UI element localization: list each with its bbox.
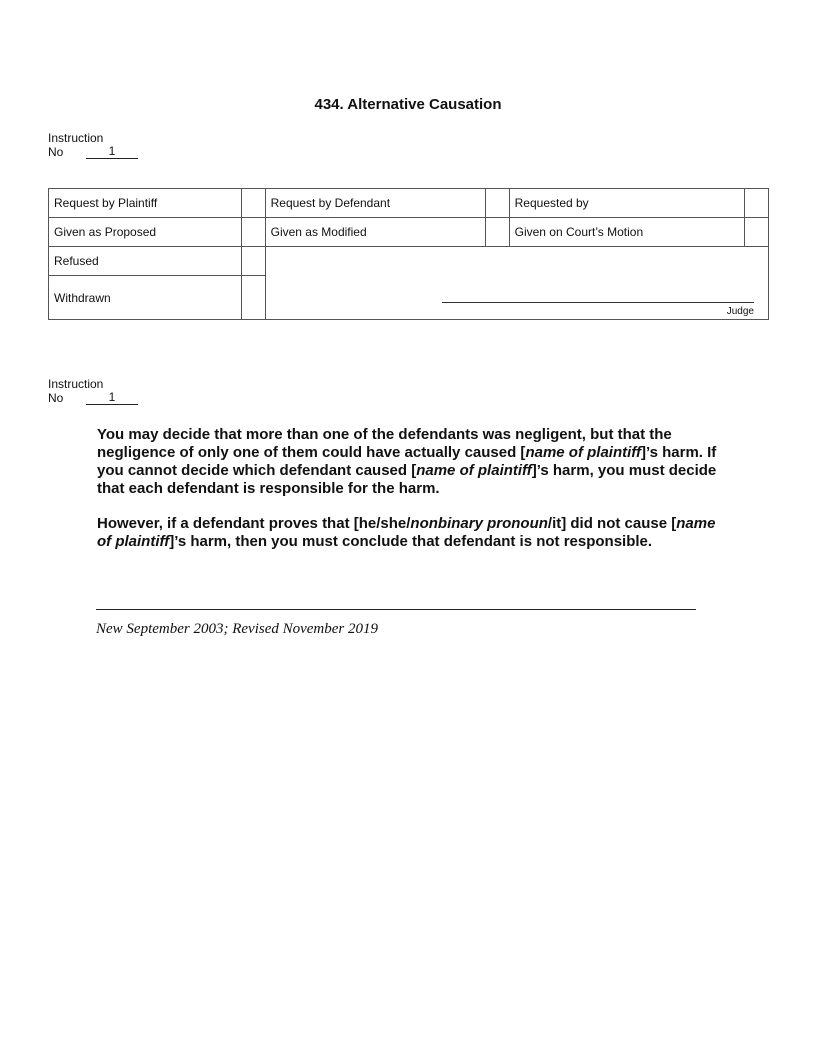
paragraph-1 [97, 426, 722, 498]
no-label: No [48, 391, 64, 405]
instruction-title: 434. Alternative Causation [314, 96, 502, 113]
text-segment: ]’s harm, then you must conclude that defendant is not responsible. [169, 533, 653, 550]
request-status-table [48, 188, 769, 320]
requested-by-label: Requested by [509, 189, 744, 218]
instruction-label: Instruction [48, 131, 104, 145]
placeholder-text: nonbinary pronoun [410, 515, 548, 532]
given-as-modified-checkbox[interactable] [485, 218, 509, 247]
withdrawn-label: Withdrawn [49, 276, 242, 320]
instruction-number-block-top [48, 131, 138, 159]
instruction-label: Instruction [48, 377, 104, 391]
request-by-plaintiff-checkbox[interactable] [241, 189, 265, 218]
refused-checkbox[interactable] [241, 247, 265, 276]
withdrawn-checkbox[interactable] [241, 276, 265, 320]
no-label: No [48, 145, 64, 159]
text-segment: ]’s harm, you must decide that each defendant is responsible for the harm. [97, 462, 717, 497]
given-as-proposed-checkbox[interactable] [241, 218, 265, 247]
request-by-plaintiff-label: Request by Plaintiff [49, 189, 242, 218]
instruction-number[interactable]: 1 [86, 145, 138, 159]
instruction-number[interactable]: 1 [86, 391, 138, 405]
divider [96, 609, 696, 610]
instruction-body [97, 426, 722, 568]
refused-label: Refused [49, 247, 242, 276]
judge-signature-area [265, 247, 768, 320]
placeholder-text: name of plaintiff [416, 462, 532, 479]
given-on-courts-motion-checkbox[interactable] [745, 218, 769, 247]
given-as-proposed-label: Given as Proposed [49, 218, 242, 247]
text-segment: You may decide that more than one of the defendants was negligent, but that the negligence of only one of them could have actually caused [ [97, 426, 672, 461]
instruction-number-block-bottom [48, 377, 138, 405]
judge-signature-line[interactable] [442, 302, 754, 303]
requested-by-checkbox[interactable] [745, 189, 769, 218]
revision-history: New September 2003; Revised November 2019 [96, 621, 379, 637]
request-by-defendant-label: Request by Defendant [265, 189, 485, 218]
given-as-modified-label: Given as Modified [265, 218, 485, 247]
text-segment: ]’s harm. If you cannot decide which defendant caused [ [97, 444, 717, 479]
given-on-courts-motion-label: Given on Court’s Motion [509, 218, 744, 247]
paragraph-2 [97, 515, 722, 551]
judge-label: Judge [726, 306, 754, 317]
request-by-defendant-checkbox[interactable] [485, 189, 509, 218]
text-segment: /it] did not cause [ [547, 515, 677, 532]
placeholder-text: name of plaintiff [97, 515, 716, 550]
text-segment: However, if a defendant proves that [he/she/ [97, 515, 411, 532]
placeholder-text: name of plaintiff [525, 444, 641, 461]
